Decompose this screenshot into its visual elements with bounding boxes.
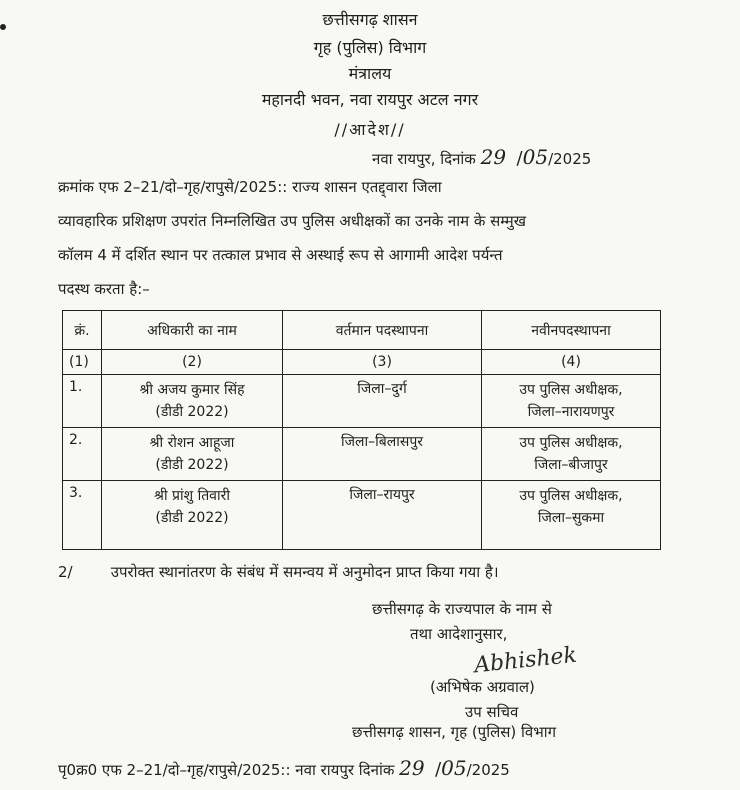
- handwritten-signature: Abhishek: [472, 642, 579, 679]
- date-line: नवा रायपुर, दिनांक 29 /05/2025: [372, 145, 592, 169]
- officer-batch: (डीडी 2022): [155, 404, 229, 420]
- officer-name: श्री रोशन आहूजा: [149, 435, 235, 451]
- new-post: उप पुलिस अधीक्षक,: [519, 488, 623, 504]
- signatory-department: छत्तीसगढ़ शासन, गृह (पुलिस) विभाग: [352, 723, 557, 741]
- table-number-row: [63, 350, 661, 375]
- row-officer: [102, 428, 283, 481]
- intro-line-2: व्यावहारिक प्रशिक्षण उपरांत निम्नलिखित उप पुलिस अधीक्षकों का उनके नाम के सम्मुख: [58, 212, 526, 230]
- signature-authority-line-1: छत्तीसगढ़ के राज्यपाल के नाम से: [372, 600, 552, 618]
- header-address: महानदी भवन, नवा रायपुर अटल नगर: [261, 90, 479, 109]
- table-row: [63, 481, 661, 550]
- col-current-header: वर्तमान पदस्थापना: [283, 311, 482, 350]
- row-current-posting: जिला–दुर्ग: [283, 375, 482, 428]
- officer-name: श्री प्रांशु तिवारी: [154, 488, 230, 504]
- para-2-number: 2/: [58, 563, 73, 581]
- row-officer: [102, 375, 283, 428]
- row-new-posting: [482, 375, 661, 428]
- intro-line-3: कॉलम 4 में दर्शित स्थान पर तत्काल प्रभाव से अस्थाई रूप से आगामी आदेश पर्यन्त: [58, 246, 503, 264]
- col-num-1: (1): [63, 350, 102, 375]
- row-sno: 3.: [63, 481, 102, 550]
- new-post: उप पुलिस अधीक्षक,: [519, 382, 623, 398]
- col-name-header: अधिकारी का नाम: [102, 311, 283, 350]
- table-header-row: [63, 311, 661, 350]
- row-current-posting: जिला–बिलासपुर: [283, 428, 482, 481]
- para-2-text: उपरोक्त स्थानांतरण के संबंध में समन्वय में अनुमोदन प्राप्त किया गया है।: [110, 563, 499, 581]
- row-current-posting: जिला–रायपुर: [283, 481, 482, 550]
- col-sno-header: क्रं.: [63, 311, 102, 350]
- date-day: 29: [480, 145, 507, 169]
- header-government: छत्तीसगढ़ शासन: [322, 10, 418, 29]
- signatory-designation: उप सचिव: [465, 703, 519, 721]
- table-row: [63, 428, 661, 481]
- date-prefix: नवा रायपुर, दिनांक: [372, 150, 476, 168]
- officer-batch: (डीडी 2022): [155, 510, 229, 526]
- row-officer: [102, 481, 283, 550]
- posting-table: [62, 310, 661, 550]
- row-sno: 1.: [63, 375, 102, 428]
- intro-line-4: पदस्थ करता है:–: [58, 280, 150, 298]
- order-title: //आदेश//: [334, 120, 406, 139]
- new-district: जिला–नारायणपुर: [527, 404, 615, 420]
- col-new-header: नवीनपदस्थापना: [482, 311, 661, 350]
- row-new-posting: [482, 428, 661, 481]
- officer-batch: (डीडी 2022): [155, 457, 229, 473]
- signatory-name: (अभिषेक अग्रवाल): [430, 678, 535, 696]
- row-sno: 2.: [63, 428, 102, 481]
- officer-name: श्री अजय कुमार सिंह: [139, 382, 245, 398]
- intro-paragraph: [58, 170, 658, 306]
- header-ministry: मंत्रालय: [348, 64, 392, 83]
- date-year: /2025: [548, 150, 592, 168]
- header-department: गृह (पुलिस) विभाग: [313, 38, 427, 57]
- endorsement-year: /2025: [466, 761, 510, 779]
- endorsement-prefix: पृ0क्र0 एफ 2–21/दो–गृह/रापुसे/2025:: नवा रायपुर दिनांक: [58, 761, 395, 779]
- para-2: [58, 562, 499, 582]
- col-num-2: (2): [102, 350, 283, 375]
- endorsement-day: 29: [399, 756, 425, 780]
- new-post: उप पुलिस अधीक्षक,: [519, 435, 623, 451]
- new-district: जिला–सुकमा: [537, 510, 605, 526]
- row-new-posting: [482, 481, 661, 550]
- endorsement-month: 05: [441, 756, 467, 780]
- new-district: जिला–बीजापुर: [534, 457, 608, 473]
- endorsement-line: पृ0क्र0 एफ 2–21/दो–गृह/रापुसे/2025:: नवा रायपुर दिनांक 29 /05/2025: [58, 756, 510, 780]
- table-row: [63, 375, 661, 428]
- col-num-4: (4): [482, 350, 661, 375]
- signature-authority-line-2: तथा आदेशानुसार,: [410, 625, 508, 643]
- col-num-3: (3): [283, 350, 482, 375]
- date-month: 05: [522, 145, 549, 169]
- intro-line-1: क्रमांक एफ 2–21/दो–गृह/रापुसे/2025:: राज्य शासन एतद्द्वारा जिला: [58, 178, 442, 196]
